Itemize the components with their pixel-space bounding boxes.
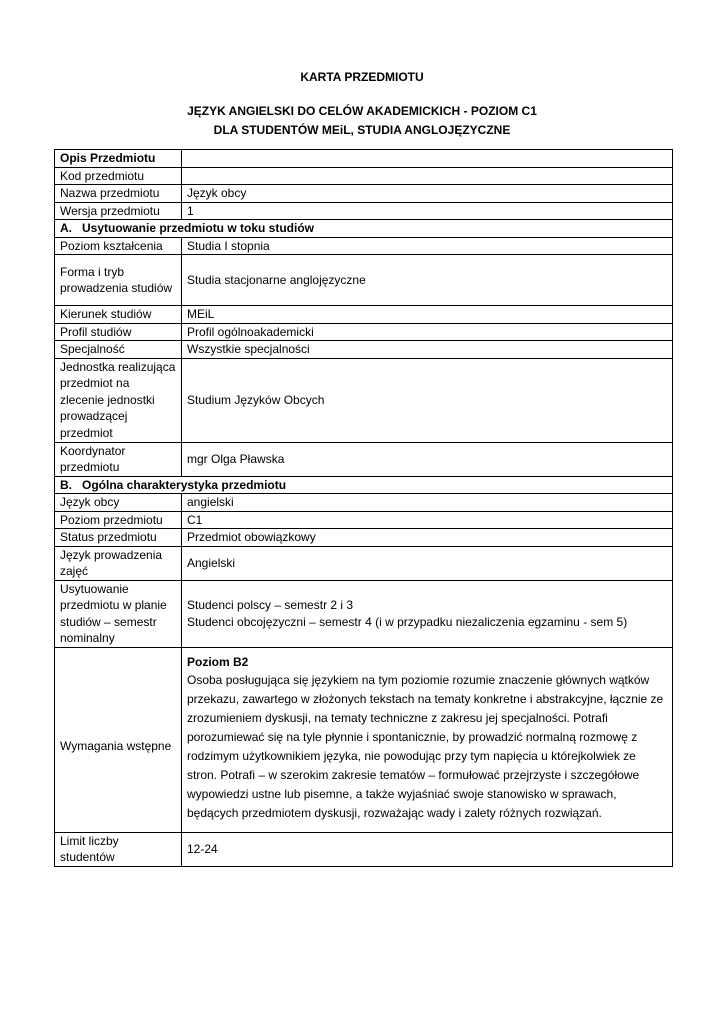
table-row-profil: [55, 323, 673, 341]
kierunek-label: Kierunek studiów: [55, 306, 182, 324]
nazwa-label: Nazwa przedmiotu: [55, 185, 182, 203]
section-a-heading: A. Usytuowanie przedmiotu w toku studiów: [55, 220, 673, 238]
kod-value: [182, 167, 673, 185]
table-row-section-b: [55, 476, 673, 494]
table-row-limit: [55, 832, 673, 866]
section-b-heading: B. Ogólna charakterystyka przedmiotu: [55, 476, 673, 494]
jezyk-value: angielski: [182, 494, 673, 512]
document-subtitle-audience: DLA STUDENTÓW MEiL, STUDIA ANGLOJĘZYCZNE: [213, 123, 511, 137]
wymagania-text: Osoba posługująca się językiem na tym poziomie rozumie znaczenie głównych wątków przekazu, zawartego w złożonych tekstach na tematy konkretne i abstrakcyjne, łącznie ze zrozumieniem dyskusji, na tematy techniczne z zakresu jej specjalności. Potrafi porozumiewać się na tyle płynnie i spontanicznie, by prowadzić normalną rozmowę z rodzimym użytkownikiem języka, nie powodując przy tym napięcia u którejkolwiek ze stron. Potrafi – w szerokim zakresie tematów – formułować przejrzyste i szczegółowe wypowiedzi ustne lub pisemne, a także wyjaśniać swoje stanowisko w sprawach, będących przedmiotem dyskusji, rozważając wady i zalety różnych rozwiązań.: [187, 672, 664, 820]
usytuowanie-label: Usytuowanie przedmiotu w planie studiów – semestr nominalny: [55, 580, 182, 647]
poziom-przedmiotu-value: C1: [182, 511, 673, 529]
table-row-wersja: [55, 202, 673, 220]
kierunek-value: MEiL: [182, 306, 673, 324]
kod-label: Kod przedmiotu: [55, 167, 182, 185]
usytuowanie-value: [182, 580, 673, 647]
table-row-jezyk-prowadzenia: [55, 546, 673, 580]
specjalnosc-label: Specjalność: [55, 341, 182, 359]
limit-value: 12-24: [182, 832, 673, 866]
table-row-wymagania: [55, 647, 673, 832]
forma-value: Studia stacjonarne anglojęzyczne: [182, 255, 673, 306]
table-row-usytuowanie: [55, 580, 673, 647]
wymagania-value: [182, 647, 673, 832]
table-row-section-a: [55, 220, 673, 238]
status-value: Przedmiot obowiązkowy: [182, 529, 673, 547]
table-row-poziom-przedmiotu: [55, 511, 673, 529]
usytuowanie-value-foreign: Studenci obcojęzyczni – semestr 4 (i w przypadku niezaliczenia egzaminu - sem 5): [187, 614, 628, 629]
table-row-opis: [55, 150, 673, 168]
opis-header-empty: [182, 150, 673, 168]
jezyk-label: Język obcy: [55, 494, 182, 512]
jezyk-prowadzenia-label: Język prowadzenia zajęć: [55, 546, 182, 580]
jednostka-value: Studium Języków Obcych: [182, 358, 673, 442]
poziom-ksztalcenia-value: Studia I stopnia: [182, 237, 673, 255]
poziom-ksztalcenia-label: Poziom kształcenia: [55, 237, 182, 255]
jednostka-label: Jednostka realizująca przedmiot na zlecenie jednostki prowadzącej przedmiot: [55, 358, 182, 442]
wymagania-heading: Poziom B2: [187, 655, 249, 670]
table-row-kierunek: [55, 306, 673, 324]
table-row-jezyk: [55, 494, 673, 512]
table-row-jednostka: [55, 358, 673, 442]
status-label: Status przedmiotu: [55, 529, 182, 547]
nazwa-value: Język obcy: [182, 185, 673, 203]
jezyk-prowadzenia-value: Angielski: [182, 546, 673, 580]
table-row-status: [55, 529, 673, 547]
course-card-table: [54, 149, 673, 867]
forma-label: Forma i tryb prowadzenia studiów: [55, 255, 182, 306]
table-row-specjalnosc: [55, 341, 673, 359]
wersja-label: Wersja przedmiotu: [55, 202, 182, 220]
usytuowanie-value-polish: Studenci polscy – semestr 2 i 3: [187, 598, 354, 612]
specjalnosc-value: Wszystkie specjalności: [182, 341, 673, 359]
table-row-kod: [55, 167, 673, 185]
table-row-nazwa: [55, 185, 673, 203]
opis-header: Opis Przedmiotu: [55, 150, 182, 168]
table-row-koordynator: [55, 442, 673, 476]
table-row-forma: [55, 255, 673, 306]
poziom-przedmiotu-label: Poziom przedmiotu: [55, 511, 182, 529]
document-title: KARTA PRZEDMIOTU: [300, 70, 424, 84]
wymagania-label: Wymagania wstępne: [55, 647, 182, 832]
limit-label: Limit liczby studentów: [55, 832, 182, 866]
document-subtitle-course: JĘZYK ANGIELSKI DO CELÓW AKADEMICKICH - POZIOM C1: [187, 104, 537, 118]
table-row-poziom-ksztalcenia: [55, 237, 673, 255]
wersja-value: 1: [182, 202, 673, 220]
koordynator-value: mgr Olga Pławska: [182, 442, 673, 476]
koordynator-label: Koordynator przedmiotu: [55, 442, 182, 476]
profil-label: Profil studiów: [55, 323, 182, 341]
profil-value: Profil ogólnoakademicki: [182, 323, 673, 341]
